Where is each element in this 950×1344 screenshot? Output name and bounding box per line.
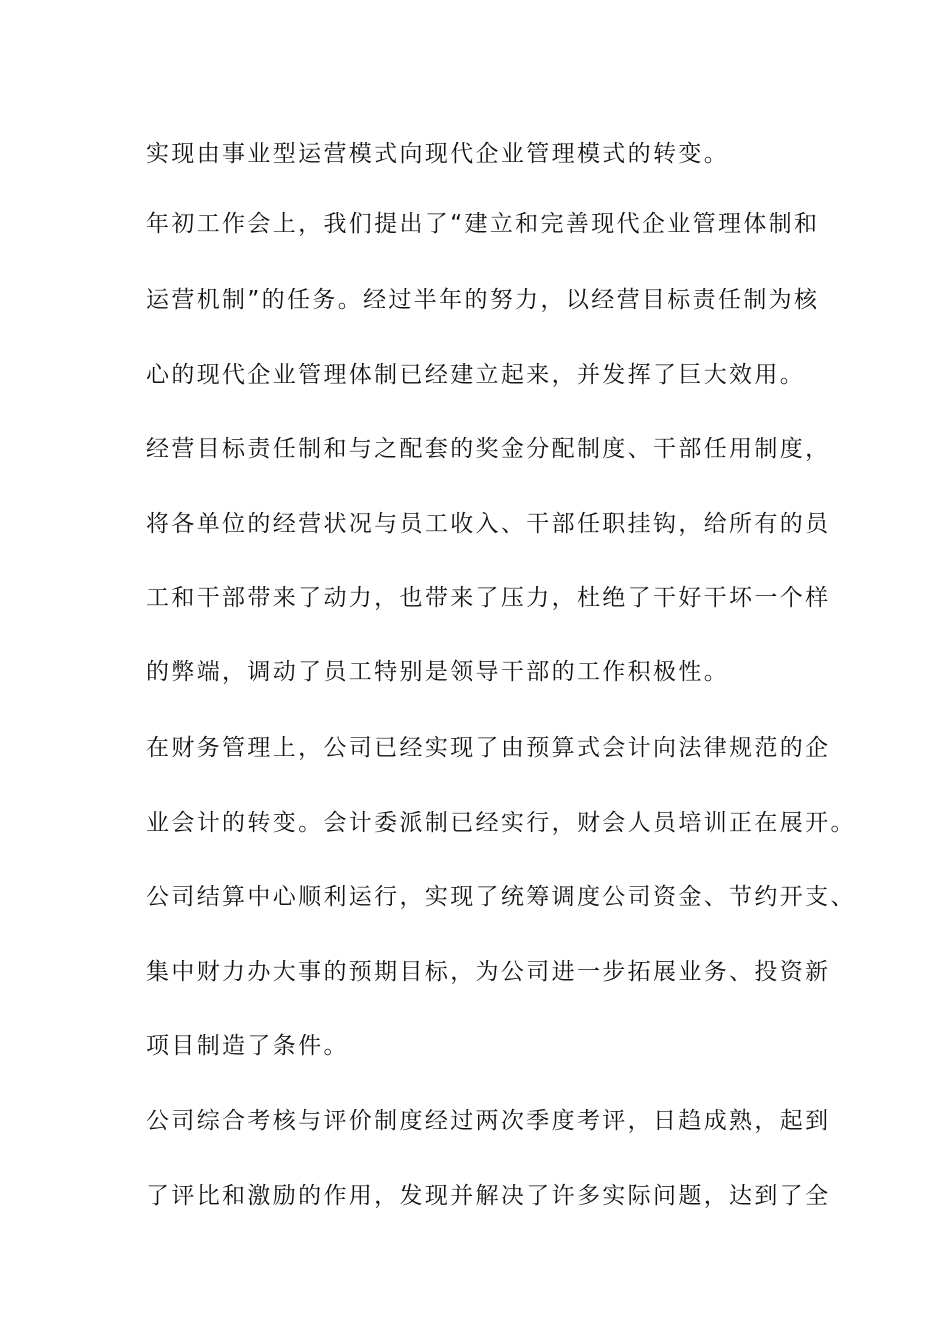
text-line: 公司结算中心顺利运行，实现了统筹调度公司资金、节约开支、 <box>146 884 856 910</box>
text-line: 心的现代企业管理体制已经建立起来，并发挥了巨大效用。 <box>146 362 806 388</box>
text-line: 运营机制”的任务。经过半年的努力，以经营目标责任制为核 <box>146 287 820 313</box>
text-line: 经营目标责任制和与之配套的奖金分配制度、干部任用制度， <box>146 436 831 462</box>
text-line: 将各单位的经营状况与员工收入、干部任职挂钩，给所有的员 <box>146 511 831 537</box>
text-line: 的弊端，调动了员工特别是领导干部的工作积极性。 <box>146 659 730 685</box>
text-line: 实现由事业型运营模式向现代企业管理模式的转变。 <box>146 141 730 167</box>
text-line: 年初工作会上，我们提出了“建立和完善现代企业管理体制和 <box>146 211 820 237</box>
text-line: 集中财力办大事的预期目标，为公司进一步拓展业务、投资新 <box>146 959 831 985</box>
text-line: 公司综合考核与评价制度经过两次季度考评，日趋成熟，起到 <box>146 1108 831 1134</box>
text-line: 在财务管理上，公司已经实现了由预算式会计向法律规范的企 <box>146 735 831 761</box>
text-line: 了评比和激励的作用，发现并解决了许多实际问题，达到了全 <box>146 1183 831 1209</box>
text-line: 项目制造了条件。 <box>146 1033 349 1059</box>
text-line: 工和干部带来了动力，也带来了压力，杜绝了干好干坏一个样 <box>146 585 831 611</box>
text-line: 业会计的转变。会计委派制已经实行，财会人员培训正在展开。 <box>146 810 856 836</box>
